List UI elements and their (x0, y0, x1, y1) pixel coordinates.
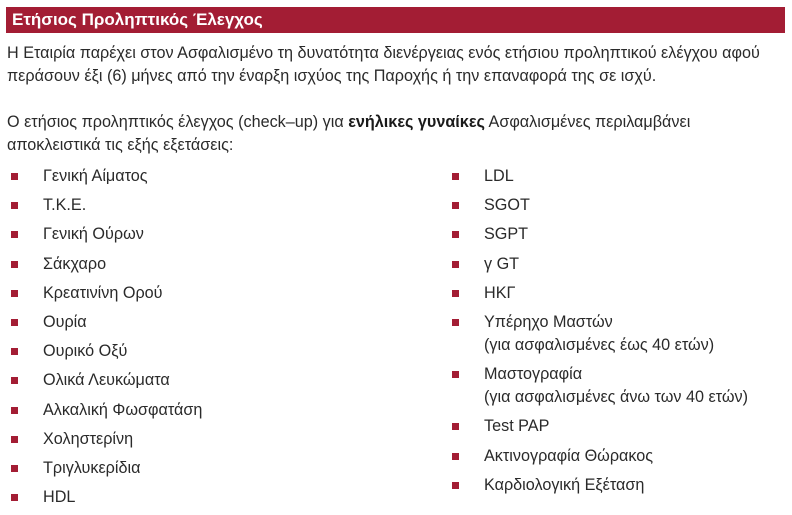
test-name: Κρεατινίνη Ορού (43, 283, 163, 302)
square-bullet-icon (452, 319, 459, 326)
test-name: Ακτινογραφία Θώρακος (484, 446, 654, 465)
test-name: Χοληστερίνη (43, 429, 134, 448)
test-name: SGOT (484, 196, 530, 215)
test-name: Ολικά Λευκώματα (43, 371, 170, 390)
test-list-item (11, 253, 431, 276)
test-name: Καρδιολογική Εξέταση (484, 475, 645, 494)
test-list-item (11, 369, 431, 392)
test-list-item (11, 282, 431, 305)
test-list-item (452, 445, 787, 468)
test-name: ΗΚΓ (484, 283, 516, 302)
section-title: Ετήσιος Προληπτικός Έλεγχος (12, 10, 263, 29)
test-list-item (452, 282, 787, 305)
square-bullet-icon (452, 290, 459, 297)
test-name: Ουρία (43, 312, 87, 331)
test-name: Υπέρηχο Μαστών (484, 312, 613, 331)
square-bullet-icon (11, 407, 18, 414)
square-bullet-icon (452, 453, 459, 460)
test-list-item (452, 415, 787, 438)
square-bullet-icon (452, 371, 459, 378)
test-name: HDL (43, 488, 76, 507)
test-list-item (11, 428, 431, 451)
test-name: Σάκχαρο (43, 254, 107, 273)
square-bullet-icon (452, 231, 459, 238)
description-bold-text: ενήλικες γυναίκες (348, 113, 485, 131)
test-list-item (452, 165, 787, 188)
test-note: (για ασφαλισμένες άνω των 40 ετών) (484, 388, 748, 407)
test-name: Αλκαλική Φωσφατάση (43, 400, 203, 419)
test-note: (για ασφαλισμένες έως 40 ετών) (484, 335, 715, 354)
test-list-item (452, 253, 787, 276)
intro-paragraph: Η Εταιρία παρέχει στον Ασφαλισμένο τη δυνατότητα διενέργειας ενός ετήσιου προληπτικού ελέγχου αφού περάσουν έξι (6) μήνες από την έναρξη ισχύος της Παροχής ή την επαναφορά της σε ισχύ. (7, 44, 760, 85)
description-paragraph (7, 111, 785, 157)
test-list-item (11, 311, 431, 334)
tests-list-left (11, 165, 431, 515)
test-name: Ουρικό Οξύ (43, 342, 128, 361)
square-bullet-icon (11, 261, 18, 268)
test-list-item (11, 457, 431, 480)
square-bullet-icon (11, 348, 18, 355)
square-bullet-icon (452, 202, 459, 209)
square-bullet-icon (11, 465, 18, 472)
square-bullet-icon (452, 423, 459, 430)
square-bullet-icon (452, 482, 459, 489)
square-bullet-icon (11, 436, 18, 443)
square-bullet-icon (11, 231, 18, 238)
test-name: Test PAP (484, 417, 550, 436)
test-name: Μαστογραφία (484, 365, 583, 384)
test-list-item (11, 486, 431, 509)
test-list-item (452, 223, 787, 246)
test-list-item (11, 399, 431, 422)
description-text-start: Ο ετήσιος προληπτικός έλεγχος (check–up) για (7, 113, 349, 131)
square-bullet-icon (452, 261, 459, 268)
section-header (6, 7, 785, 33)
test-name: SGPT (484, 225, 529, 244)
square-bullet-icon (11, 377, 18, 384)
test-name: Τριγλυκερίδια (43, 458, 141, 477)
test-list-item (452, 363, 787, 409)
square-bullet-icon (11, 290, 18, 297)
square-bullet-icon (11, 494, 18, 501)
test-list-item (11, 165, 431, 188)
test-list-item (452, 474, 787, 497)
square-bullet-icon (11, 202, 18, 209)
test-list-item (11, 340, 431, 363)
test-name: γ GT (484, 254, 520, 273)
test-list-item (11, 223, 431, 246)
test-name: Τ.Κ.Ε. (43, 196, 87, 215)
test-list-item (452, 194, 787, 217)
test-list-item (11, 194, 431, 217)
test-list-item (452, 311, 787, 357)
test-name: LDL (484, 167, 514, 185)
square-bullet-icon (11, 319, 18, 326)
test-name: Γενική Αίματος (43, 167, 148, 185)
tests-list-right (452, 165, 787, 503)
square-bullet-icon (11, 173, 18, 180)
square-bullet-icon (452, 173, 459, 180)
test-name: Γενική Ούρων (43, 225, 144, 244)
description-text-end: Ασφαλισμένες περιλαμβάνει αποκλειστικά τις εξής εξετάσεις: (7, 113, 691, 154)
